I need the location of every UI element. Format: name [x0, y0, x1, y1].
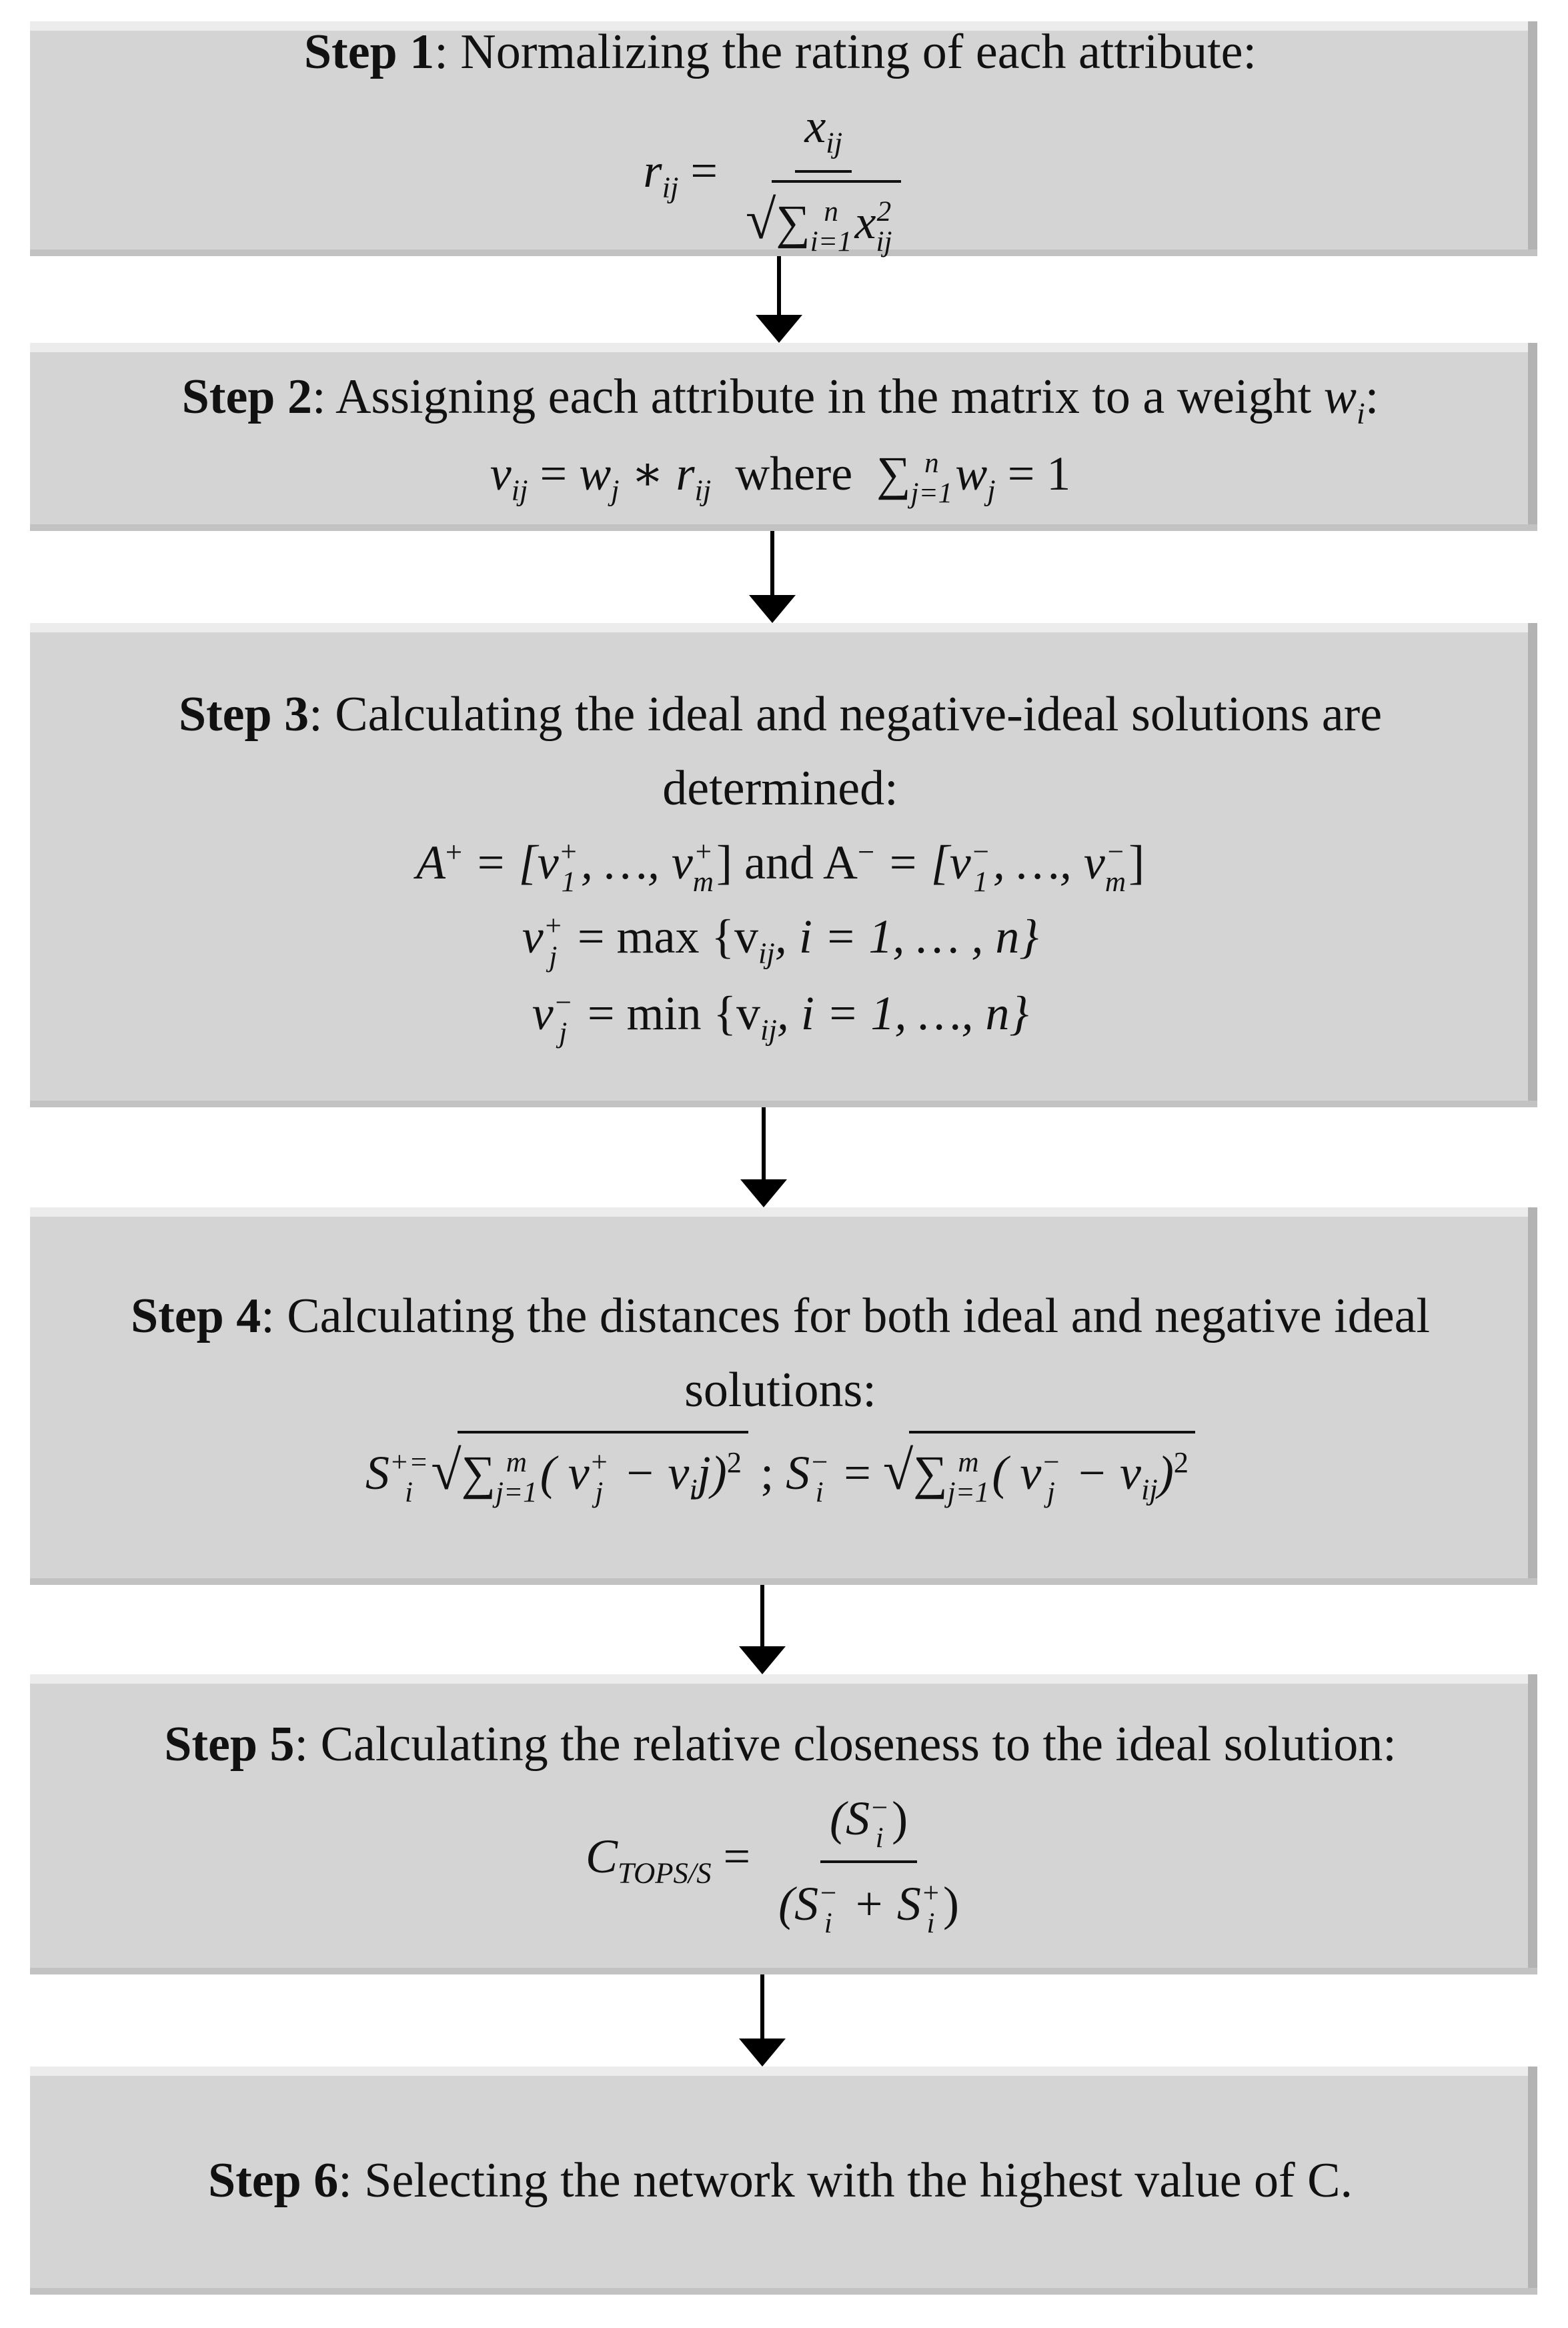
normalization-fraction: $x_{ij}$ √∑ n i=1 x 2 ij	[736, 89, 911, 262]
formula-superscript: +=	[389, 1446, 429, 1478]
formula-subscript: TOPS/S	[618, 1856, 712, 1890]
formula-part: , i = 1, …, n}	[776, 986, 1029, 1040]
formula-subscript: j	[1046, 1477, 1055, 1509]
where-word: where	[735, 447, 853, 501]
formula-symbol: r	[676, 447, 695, 501]
step-6-box	[30, 2067, 1537, 2295]
step-5-box	[30, 1674, 1537, 1974]
step-3-text: : Calculating the ideal and negative-ideal solutions are	[309, 686, 1383, 742]
formula-symbol: x	[804, 99, 826, 153]
formula-part: = min {v	[587, 986, 761, 1040]
formula-subscript: ij	[760, 1013, 777, 1047]
step-4-box	[30, 1207, 1537, 1585]
formula-superscript: +	[445, 834, 463, 868]
formula-part: (S	[778, 1876, 819, 1930]
formula-part: , …, v	[580, 835, 693, 889]
formula-subscript: i	[824, 1907, 832, 1939]
step-6-label: Step 6	[207, 2153, 339, 2208]
formula-superscript: +	[589, 1446, 609, 1478]
formula-subscript: i	[926, 1907, 935, 1939]
formula-symbol: v	[490, 447, 512, 501]
formula-subscript: i	[689, 1472, 698, 1506]
formula-symbol: S	[786, 1445, 810, 1500]
formula-part: )	[892, 1791, 908, 1845]
formula-superscript: −	[1105, 836, 1126, 868]
formula-part: , i = 1, … , n}	[774, 910, 1039, 964]
formula-subscript: ij	[758, 936, 775, 970]
formula-superscript: 2	[1173, 1445, 1189, 1479]
step-4-title	[131, 1279, 1430, 1353]
step-5-title	[164, 1708, 1397, 1782]
formula-superscript: −	[818, 1877, 838, 1909]
weight-symbol: w	[1323, 370, 1357, 425]
formula-symbol: A	[416, 835, 446, 889]
step-2-text: : Assigning each attribute in the matrix to a weight	[311, 370, 1312, 425]
closeness-fraction	[769, 1782, 968, 1941]
formula-separator: ;	[760, 1445, 786, 1500]
formula-superscript: +	[543, 911, 563, 943]
formula-subscript: ij	[876, 226, 892, 258]
formula-subscript: ij	[511, 473, 528, 507]
step-5-label: Step 5	[164, 1716, 295, 1772]
sum-upper: n	[824, 195, 838, 227]
step-3-box	[30, 623, 1537, 1107]
formula-superscript: −	[870, 1792, 890, 1824]
formula-symbol: w	[955, 447, 988, 501]
formula-superscript: 2	[876, 195, 892, 227]
formula-superscript: +	[558, 836, 578, 868]
formula-subscript: j	[559, 1017, 568, 1049]
arrow-3-to-4	[740, 1107, 787, 1207]
step-3-formula-max	[522, 900, 1038, 977]
formula-subscript: m	[1104, 866, 1126, 899]
arrow-2-to-3	[749, 531, 796, 623]
formula-part: = [v	[886, 835, 971, 889]
formula-part: =	[832, 1445, 883, 1500]
formula-symbol: A	[822, 835, 858, 889]
formula-superscript: +	[920, 1877, 941, 1909]
step-6-title	[208, 2144, 1353, 2218]
formula-superscript: −	[1041, 1446, 1061, 1478]
formula-subscript: 1	[561, 866, 576, 899]
formula-symbol: x	[854, 195, 876, 249]
formula-subscript: m	[692, 866, 714, 899]
formula-subscript: ij	[694, 473, 712, 507]
arrow-4-to-5	[739, 1585, 786, 1674]
formula-superscript: −	[970, 836, 990, 868]
formula-part: , …, v	[992, 835, 1105, 889]
sum-upper: n	[924, 448, 939, 480]
formula-symbol: w	[579, 447, 612, 501]
and-word: and	[744, 835, 814, 889]
formula-superscript: +	[693, 836, 713, 868]
formula-part: = max {v	[577, 910, 759, 964]
step-1-title	[304, 15, 1257, 89]
formula-subscript: j	[987, 473, 996, 507]
step-2-box	[30, 343, 1537, 531]
formula-part: )	[943, 1876, 960, 1930]
formula-part: )	[1157, 1445, 1174, 1500]
formula-subscript: ij	[826, 125, 843, 159]
sum-lower: i=1	[810, 226, 852, 258]
formula-subscript: 1	[973, 866, 988, 899]
sum-lower: j=1	[910, 478, 953, 510]
step-3-formula-ideal-sets: A+ = [v + 1 , …, v + m ] and A− = [v − 1 , …, v − m ]	[416, 834, 1145, 899]
step-6-text: : Selecting the network with the highest value of C.	[338, 2153, 1353, 2208]
formula-superscript: −	[857, 834, 875, 868]
step-3-formula-min	[532, 977, 1029, 1053]
formula-subscript: j	[595, 1477, 604, 1509]
step-5-text: : Calculating the relative closeness to the ideal solution:	[294, 1716, 1397, 1772]
formula-symbol: r	[643, 144, 662, 198]
formula-rhs: = 1	[1007, 447, 1071, 501]
step-4-text: : Calculating the distances for both ideal and negative ideal	[261, 1288, 1431, 1343]
formula-superscript: −	[810, 1446, 830, 1478]
formula-part: ( v	[992, 1445, 1042, 1500]
step-2-label: Step 2	[181, 370, 312, 425]
step-1-formula: $r_{ij}$ = $x_{ij}$ √∑ n i=1 x 2 ij	[644, 89, 918, 262]
step-3-title	[179, 678, 1382, 752]
formula-symbol: v	[522, 910, 544, 964]
step-2-formula: $v_{ij} = w_j$ ∗ $r_{ij}$ where ∑ n j=1 $w_j = 1$	[490, 447, 1071, 510]
sum-upper: m	[958, 1446, 979, 1478]
formula-subscript: i	[875, 1822, 884, 1854]
formula-part: j)	[697, 1445, 727, 1500]
formula-symbol: S	[365, 1445, 389, 1500]
step-1-text: : Normalizing the rating of each attribute:	[434, 25, 1257, 80]
formula-subscript: i	[405, 1477, 414, 1509]
step-2-title: Step 2: Assigning each attribute in the matrix to a weight $w_i$:	[181, 370, 1379, 431]
step-3-title-line-2: determined:	[662, 760, 898, 816]
formula-part: + S	[840, 1876, 921, 1930]
formula-part: ( v	[540, 1445, 590, 1500]
step-1-label: Step 1	[303, 25, 435, 80]
sum-upper: m	[506, 1446, 527, 1478]
formula-subscript: ij	[662, 170, 679, 204]
formula-subscript: j	[611, 473, 620, 507]
formula-superscript: −	[553, 987, 573, 1019]
formula-symbol: v	[532, 986, 554, 1040]
formula-part: (S	[830, 1791, 870, 1845]
formula-part: = [v	[474, 835, 559, 889]
formula-symbol: C	[585, 1830, 618, 1884]
formula-superscript: 2	[726, 1445, 742, 1479]
formula-subscript: i	[815, 1477, 824, 1509]
sum-lower: j=1	[495, 1477, 538, 1509]
formula-subscript: i	[1357, 396, 1365, 431]
step-1-box	[30, 21, 1537, 256]
sum-lower: j=1	[947, 1477, 990, 1509]
step-4-formula: S += i √∑ m j=1 ( v + j − $v_ij)^2$ ; S − i = √∑ m j=1 ( v − j − $v_{ij})^2$	[365, 1427, 1195, 1513]
step-3-label: Step 3	[178, 686, 309, 742]
formula-subscript: j	[549, 941, 558, 973]
step-5-formula: $C_{TOPS/S}$ = (S − i ) (S − i + S + i )	[586, 1782, 975, 1941]
arrow-1-to-2	[756, 256, 802, 343]
formula-part: − v	[1063, 1445, 1142, 1500]
arrow-5-to-6	[739, 1974, 786, 2067]
step-4-title-line-2: solutions:	[684, 1362, 876, 1417]
formula-part: − v	[611, 1445, 690, 1500]
step-4-label: Step 4	[130, 1288, 261, 1343]
formula-subscript: ij	[1141, 1472, 1158, 1506]
